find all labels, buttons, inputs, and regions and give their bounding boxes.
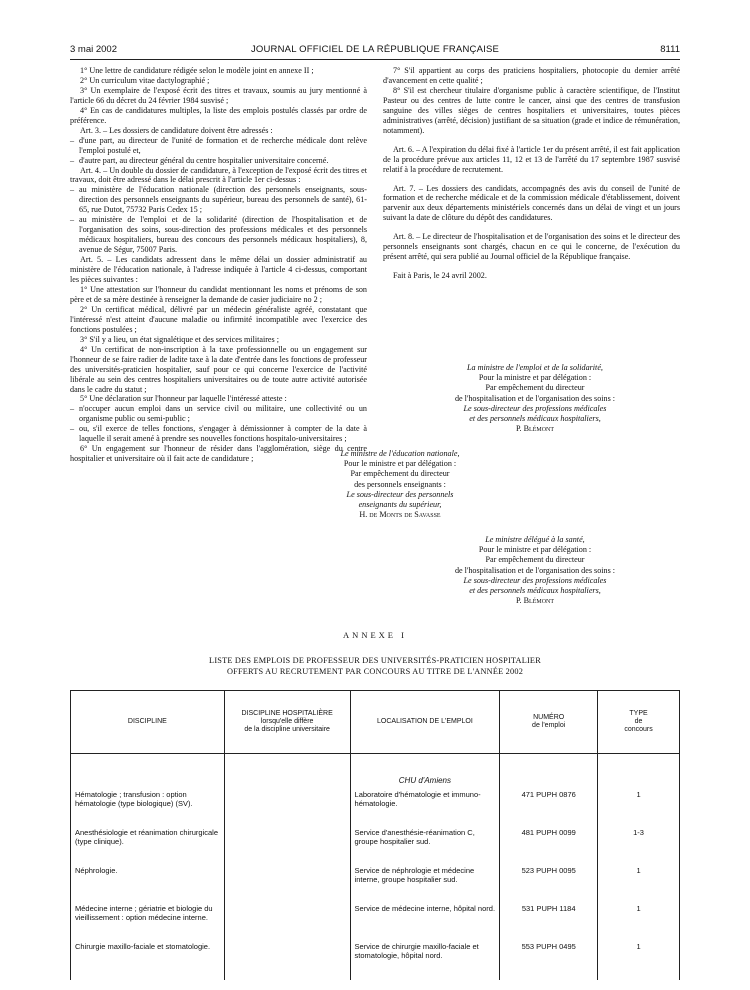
- list-item: – ou, s'il exerce de telles fonctions, s'engager à démissionner à compter de la date à laquelle il serait amené à prendre ses nouvelles fonctions hospitalo-universitaires ;: [70, 424, 367, 444]
- table-row: [71, 904, 680, 942]
- paragraph: 6° Un engagement sur l'honneur de résider dans l'agglomération, siège du centre hospitalier et universitaire où il fait acte de candidature ;: [70, 444, 367, 464]
- col-header-localisation: LOCALISATION DE L'EMPLOI: [350, 691, 500, 754]
- header-line: de: [634, 718, 643, 725]
- signatory-name: P. Blémont: [515, 424, 555, 434]
- article-3: Art. 3. – Les dossiers de candidature doivent être adressés :: [80, 125, 273, 135]
- table-caption-row: [71, 754, 680, 791]
- header-date: 3 mai 2002: [70, 44, 118, 55]
- table-row: [71, 942, 680, 980]
- header-journal-title: JOURNAL OFFICIEL DE LA RÉPUBLIQUE FRANÇAISE: [250, 44, 500, 55]
- cell-discipline-hospitaliere: [224, 904, 350, 942]
- cell-localisation: Service d'anesthésie-réanimation C, groupe hospitalier sud.: [350, 828, 500, 866]
- signature-line: Par empêchement du directeur: [485, 383, 585, 393]
- table-caption: CHU d'Amiens: [350, 754, 500, 791]
- cell-numero: 531 PUPH 1184: [500, 904, 598, 942]
- emplois-table: [70, 690, 680, 980]
- paragraph: 2° Un curriculum vitae dactylographié ;: [80, 75, 210, 85]
- right-column: [383, 66, 680, 281]
- signature-line: Le sous-directeur des professions médicales: [463, 403, 607, 413]
- signature-line: de l'hospitalisation et de l'organisation des soins :: [454, 565, 616, 575]
- signature-line: Le ministre de l'éducation nationale,: [340, 449, 460, 458]
- paragraph: 2° Un certificat médical, délivré par un médecin généraliste agréé, constatant que l'intéressé n'est atteint d'aucune maladie ou infirmité incompatible avec l'exercice des fonctions postulées ;: [70, 304, 367, 334]
- col-header-numero: [500, 691, 598, 754]
- article-4: Art. 4. – Un double du dossier de candidature, à l'exception de l'exposé écrit des titres et travaux, doit être adressé dans le délai prescrit à l'article 1er ci-dessus :: [70, 165, 367, 185]
- cell-numero: 481 PUPH 0099: [500, 828, 598, 866]
- paragraph: 1° Une attestation sur l'honneur du candidat mentionnant les noms et prénoms de son père et de sa mère destinée à renseigner la demande de casier judiciaire no 2 ;: [70, 284, 367, 304]
- cell-type: 1: [598, 866, 680, 904]
- signature-line: enseignants du supérieur,: [358, 500, 442, 510]
- header-rule: [70, 59, 680, 60]
- annexe-title: [70, 656, 680, 677]
- paragraph: 1° Une lettre de candidature rédigée selon le modèle joint en annexe II ;: [80, 66, 314, 75]
- paragraph: 3° Un exemplaire de l'exposé écrit des titres et travaux, soumis au jury mentionné à l'article 66 du décret du 24 février 1984 susvisé ;: [70, 85, 367, 105]
- list-item: – au ministère de l'emploi et de la solidarité (direction de l'hospitalisation et de l'organisation des soins, sous-direction des professions médicales et des personnels médicaux hospitaliers, bureau des concours des personnels médicaux hospitaliers), 8, avenue de Ségur, 75007 Paris.: [70, 215, 367, 255]
- header-line: concours: [624, 726, 653, 733]
- signature-line: Le ministre délégué à la santé,: [485, 535, 585, 544]
- cell-type: 1: [598, 904, 680, 942]
- signature-block-education: [300, 449, 500, 520]
- signature-line: Par empêchement du directeur: [350, 469, 450, 479]
- article-6: Art. 6. – A l'expiration du délai fixé à l'article 1er du présent arrêté, il est fait application de la procédure prévue aux articles 11, 12 et 13 de l'arrêté du 17 septembre 1987 susvisé relatif à la procédure de recrutement.: [383, 144, 680, 174]
- cell-discipline-hospitaliere: [224, 828, 350, 866]
- article-7: Art. 7. – Les dossiers des candidats, accompagnés des avis du conseil de l'unité de formation et de recherche médicale et de la commission médicale d'établissement, doivent parvenir aux deux départements ministériels concernés dans un délai de vingt et un jours suivant la date de clôture du dépôt des candidatures.: [383, 183, 680, 223]
- left-column: [70, 66, 367, 464]
- table-row: [71, 866, 680, 904]
- signature-block-emploi: [390, 363, 680, 434]
- header-page-number: 8111: [660, 44, 680, 55]
- signature-line: et des personnels médicaux hospitaliers,: [469, 586, 601, 596]
- cell-discipline: Néphrologie.: [71, 866, 225, 904]
- signatory-name: H. de Monts de Savasse: [359, 510, 441, 520]
- cell-localisation: Service de néphrologie et médecine interne, groupe hospitalier sud.: [350, 866, 500, 904]
- signature-line: et des personnels médicaux hospitaliers,: [469, 414, 601, 424]
- annexe-label: ANNEXE I: [343, 630, 407, 640]
- header-line: de l'emploi: [532, 722, 566, 729]
- cell-localisation: Service de médecine interne, hôpital nord.: [350, 904, 500, 942]
- list-item: – d'autre part, au directeur général du centre hospitalier universitaire concerné.: [70, 156, 367, 166]
- table-header-row: [71, 691, 680, 754]
- signatory-name: P. Blémont: [515, 596, 555, 606]
- col-header-discipline: DISCIPLINE: [71, 691, 225, 754]
- fait-a-paris: Fait à Paris, le 24 avril 2002.: [393, 271, 487, 281]
- page-header: [70, 44, 680, 58]
- paragraph: 3° S'il y a lieu, un état signalétique et des services militaires ;: [80, 334, 279, 344]
- signature-line: La ministre de l'emploi et de la solidarité,: [467, 363, 603, 372]
- signature-line: des personnels enseignants :: [354, 479, 446, 489]
- table-row: [71, 828, 680, 866]
- table-row: [71, 790, 680, 828]
- signature-line: Pour le ministre et par délégation :: [478, 545, 592, 555]
- cell-type: 1: [598, 942, 680, 980]
- cell-discipline: Anesthésiologie et réanimation chirurgicale (type clinique).: [71, 828, 225, 866]
- signature-line: Le sous-directeur des professions médicales: [463, 575, 607, 585]
- cell-discipline: Chirurgie maxillo-faciale et stomatologie.: [71, 942, 225, 980]
- list-item: – d'une part, au directeur de l'unité de formation et de recherche médicale dont relève l'emploi postulé et,: [70, 136, 367, 156]
- cell-discipline: Médecine interne ; gériatrie et biologie du vieillissement : option médecine interne.: [71, 904, 225, 942]
- cell-localisation: Service de chirurgie maxillo-faciale et stomatologie, hôpital nord.: [350, 942, 500, 980]
- article-5: Art. 5. – Les candidats adressent dans le même délai un dossier administratif au ministère de l'éducation nationale, à l'adresse indiquée à l'article 4 ci-dessus, comportant les pièces suivantes :: [70, 255, 367, 285]
- header-line: DISCIPLINE HOSPITALIÈRE: [241, 710, 333, 717]
- annexe-title-line: LISTE DES EMPLOIS DE PROFESSEUR DES UNIVERSITÉS-PRATICIEN HOSPITALIER: [209, 656, 541, 665]
- col-header-type: [598, 691, 680, 754]
- signature-line: Le sous-directeur des personnels: [346, 489, 454, 499]
- paragraph: 8° S'il est chercheur titulaire d'organisme public à caractère scientifique, de l'Institut Pasteur ou des centres de lutte contre le cancer, ainsi que des centres de transfusion sanguine des villes sièges de centres hospitaliers et universitaires, toutes pièces administratives (arrêté, décision) justifiant de sa situation (grade et indice de rémunération, notamment).: [383, 85, 680, 135]
- article-8: Art. 8. – Le directeur de l'hospitalisation et de l'organisation des soins et le directeur des personnels enseignants sont chargés, chacun en ce qui le concerne, de l'exécution du présent arrêté, qui sera publié au Journal officiel de la République française.: [383, 232, 680, 262]
- header-line: NUMÉRO: [533, 714, 565, 721]
- cell-discipline-hospitaliere: [224, 790, 350, 828]
- cell-discipline-hospitaliere: [224, 866, 350, 904]
- signature-line: de l'hospitalisation et de l'organisation des soins :: [454, 393, 616, 403]
- list-item: – n'occuper aucun emploi dans un service civil ou militaire, une collectivité ou un organisme public ou semi-public ;: [70, 404, 367, 424]
- col-header-discipline-hospitaliere: [224, 691, 350, 754]
- cell-discipline-hospitaliere: [224, 942, 350, 980]
- cell-type: 1: [598, 790, 680, 828]
- signature-line: Pour le ministre et par délégation :: [343, 459, 457, 469]
- header-line: de la discipline universitaire: [244, 726, 330, 733]
- cell-numero: 553 PUPH 0495: [500, 942, 598, 980]
- paragraph: 4° En cas de candidatures multiples, la liste des emplois postulés classés par ordre de préférence.: [70, 105, 367, 125]
- cell-discipline: Hématologie ; transfusion : option hématologie (type biologique) (SV).: [71, 790, 225, 828]
- signature-line: Par empêchement du directeur: [485, 555, 585, 565]
- paragraph: 4° Un certificat de non-inscription à la taxe professionnelle ou un engagement sur l'honneur de se faire radier de ladite taxe à la date d'entrée dans les fonctions de professeur des universités-praticien hospitalier, sauf pour ce qui concerne l'exercice de l'activité libérale au sein des centres hospitaliers universitaires ou de toute autre activité autorisée dans le cadre du statut ;: [70, 344, 367, 394]
- header-line: lorsqu'elle diffère: [260, 718, 314, 725]
- header-line: TYPE: [629, 710, 648, 717]
- paragraph: 7° S'il appartient au corps des praticiens hospitaliers, photocopie du dernier arrêté d'avancement en cette qualité ;: [383, 66, 680, 85]
- signature-line: Pour la ministre et par délégation :: [478, 373, 592, 383]
- paragraph: 5° Une déclaration sur l'honneur par laquelle l'intéressé atteste :: [80, 394, 287, 404]
- cell-localisation: Laboratoire d'hématologie et immuno-hématologie.: [350, 790, 500, 828]
- annexe-title-line: OFFERTS AU RECRUTEMENT PAR CONCOURS AU TITRE DE L'ANNÉE 2002: [226, 666, 524, 676]
- cell-type: 1-3: [598, 828, 680, 866]
- signature-block-sante: [390, 535, 680, 606]
- cell-numero: 471 PUPH 0876: [500, 790, 598, 828]
- list-item: – au ministère de l'éducation nationale (direction des personnels enseignants, sous-direction des personnels enseignants du supérieur, bureau des personnels de santé), 61-65, rue Dutot, 75732 Paris Cedex 15 ;: [70, 185, 367, 215]
- cell-numero: 523 PUPH 0095: [500, 866, 598, 904]
